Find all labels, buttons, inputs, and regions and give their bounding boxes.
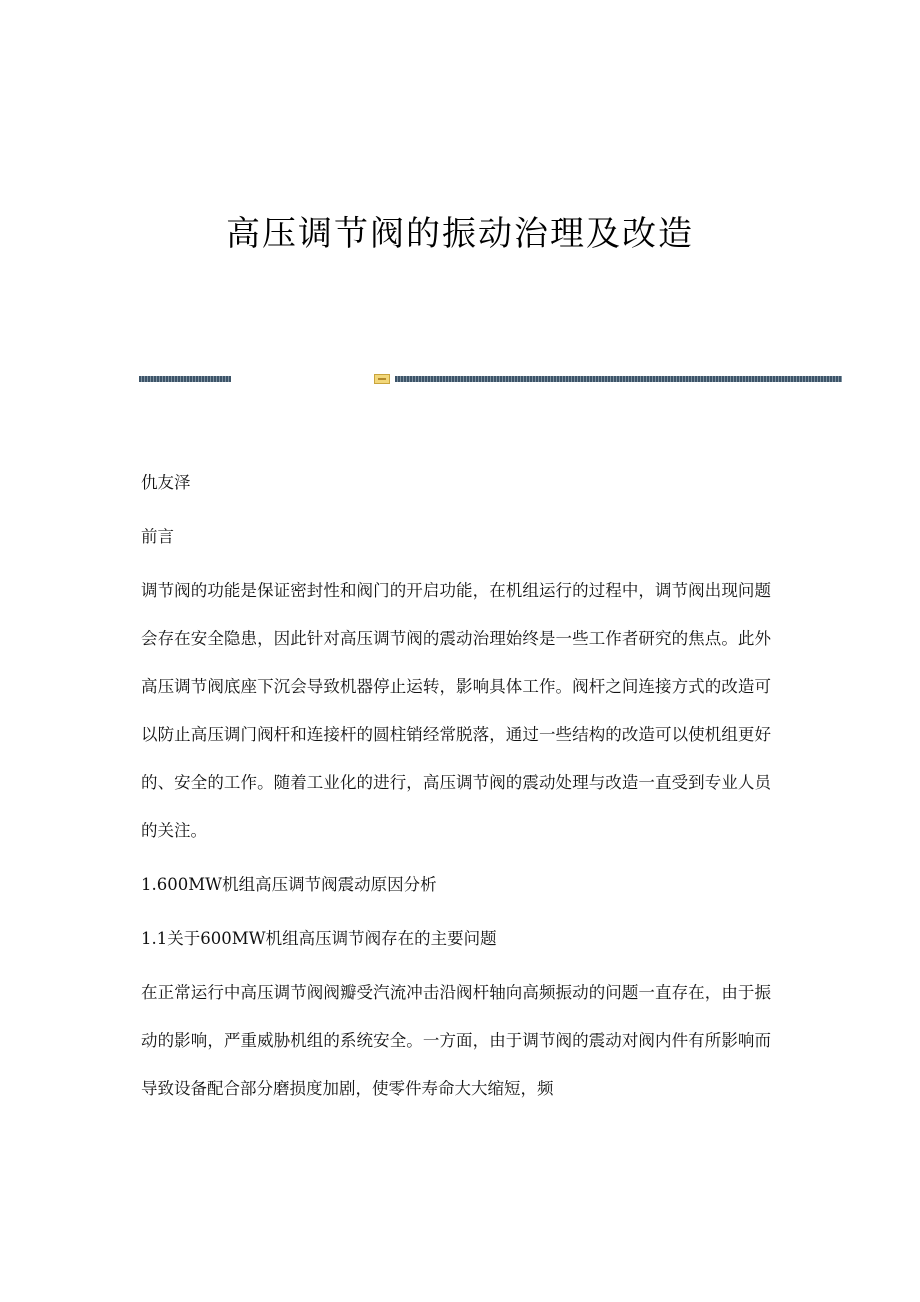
author-name: 仇友泽	[141, 473, 191, 492]
section-heading-1: 1.600MW机组高压调节阀震动原因分析	[141, 875, 437, 894]
document-title: 高压调节阀的振动治理及改造	[226, 214, 694, 254]
body-paragraph: 在正常运行中高压调节阀阀瓣受汽流冲击沿阀杆轴向高频振动的问题一直存在，由于振动的影响，严重威胁机组的系统安全。一方面，由于调节阀的震动对阀内件有所影响而导致设备配合部分磨损度加剧，使零件寿命大大缩短，频	[141, 983, 771, 1098]
title-divider	[139, 374, 842, 384]
document-body	[141, 468, 771, 1128]
section-heading-1-1: 1.1关于600MW机组高压调节阀存在的主要问题	[141, 929, 497, 948]
divider-bar-right	[395, 376, 842, 382]
section-heading-preface: 前言	[141, 527, 174, 546]
preface-paragraph: 调节阀的功能是保证密封性和阀门的开启功能，在机组运行的过程中，调节阀出现问题会存在安全隐患，因此针对高压调节阀的震动治理始终是一些工作者研究的焦点。此外高压调节阀底座下沉会导致机器停止运转，影响具体工作。阀杆之间连接方式的改造可以防止高压调门阀杆和连接杆的圆柱销经常脱落，通过一些结构的改造可以使机组更好的、安全的工作。随着工业化的进行，高压调节阀的震动处理与改造一直受到专业人员的关注。	[141, 581, 771, 840]
divider-ornament-icon	[374, 374, 390, 384]
divider-bar-left	[139, 376, 231, 382]
